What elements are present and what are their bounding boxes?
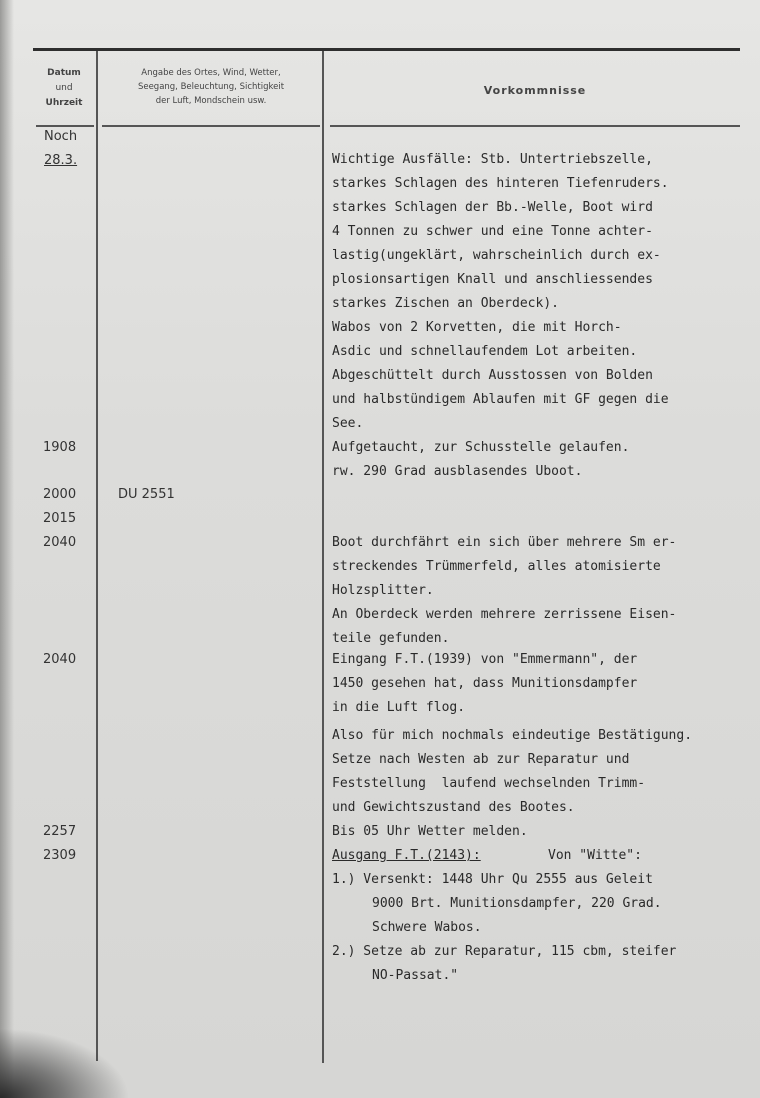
- time-2015: 2015: [43, 511, 77, 526]
- event-line: See.: [332, 416, 364, 431]
- event-line: Bis 05 Uhr Wetter melden.: [332, 824, 528, 839]
- column-divider-2: [322, 51, 324, 1063]
- time-2040-b: 2040: [43, 652, 77, 667]
- event-line: Boot durchfährt ein sich über mehrere Sm er-: [332, 535, 677, 550]
- event-line: Holzsplitter.: [332, 583, 434, 598]
- event-line: Also für mich nochmals eindeutige Bestätigung.: [332, 728, 693, 743]
- event-line-from: Von "Witte":: [548, 848, 642, 863]
- event-line: Abgeschüttelt durch Ausstossen von Bolden: [332, 368, 653, 383]
- event-line-outgoing: Ausgang F.T.(2143):: [332, 848, 481, 863]
- place-du-2551: DU 2551: [118, 487, 175, 502]
- event-line: Wabos von 2 Korvetten, die mit Horch-: [332, 320, 622, 335]
- event-line: 1450 gesehen hat, dass Munitionsdampfer: [332, 676, 638, 691]
- header-date-column: [36, 66, 92, 111]
- event-line: plosionsartigen Knall und anschliessendes: [332, 272, 653, 287]
- event-line: An Oberdeck werden mehrere zerrissene Eisen-: [332, 607, 677, 622]
- header-time-label: Uhrzeit: [45, 98, 83, 108]
- event-line: teile gefunden.: [332, 631, 450, 646]
- event-line: Aufgetaucht, zur Schusstelle gelaufen.: [332, 440, 630, 455]
- date-value: 28.3.: [44, 153, 78, 168]
- event-line: starkes Schlagen der Bb.-Welle, Boot wird: [332, 200, 653, 215]
- header-date-label: Datum: [47, 68, 81, 78]
- date-noch: Noch: [44, 129, 78, 144]
- time-2000: 2000: [43, 487, 77, 502]
- header-place-column: [104, 66, 318, 108]
- event-line: Asdic und schnellaufendem Lot arbeiten.: [332, 344, 638, 359]
- event-line: 1.) Versenkt: 1448 Uhr Qu 2555 aus Geleit: [332, 872, 653, 887]
- event-line: Wichtige Ausfälle: Stb. Untertriebszelle,: [332, 152, 653, 167]
- header-rule-date: [36, 125, 94, 127]
- event-line: NO-Passat.": [372, 968, 459, 983]
- time-2257: 2257: [43, 824, 77, 839]
- event-line: und Gewichtszustand des Bootes.: [332, 800, 575, 815]
- event-line: und halbstündigem Ablaufen mit GF gegen die: [332, 392, 669, 407]
- table-top-rule: [33, 48, 740, 51]
- time-2040-a: 2040: [43, 535, 77, 550]
- event-line: 9000 Brt. Munitionsdampfer, 220 Grad.: [372, 896, 662, 911]
- time-1908: 1908: [43, 440, 77, 455]
- event-line: streckendes Trümmerfeld, alles atomisierte: [332, 559, 661, 574]
- event-line: 4 Tonnen zu schwer und eine Tonne achter-: [332, 224, 653, 239]
- header-events-column: Vorkommnisse: [483, 84, 587, 97]
- event-line: Feststellung laufend wechselnden Trimm-: [332, 776, 646, 791]
- header-rule-events: [330, 125, 740, 127]
- column-divider-1: [96, 51, 98, 1061]
- header-place-line1: Angabe des Ortes, Wind, Wetter,: [141, 68, 281, 78]
- event-line: starkes Schlagen des hinteren Tiefenruders.: [332, 176, 669, 191]
- event-line: starkes Zischen an Oberdeck).: [332, 296, 559, 311]
- event-line: Setze nach Westen ab zur Reparatur und: [332, 752, 630, 767]
- event-line: 2.) Setze ab zur Reparatur, 115 cbm, steifer: [332, 944, 677, 959]
- header-date-and: und: [55, 83, 73, 93]
- header-place-line3: der Luft, Mondschein usw.: [155, 96, 267, 106]
- event-line: lastig(ungeklärt, wahrscheinlich durch ex-: [332, 248, 661, 263]
- event-line: in die Luft flog.: [332, 700, 466, 715]
- header-place-line2: Seegang, Beleuchtung, Sichtigkeit: [137, 82, 285, 92]
- event-line: rw. 290 Grad ausblasendes Uboot.: [332, 464, 583, 479]
- header-rule-place: [102, 125, 320, 127]
- corner-shadow: [0, 1028, 130, 1098]
- event-line: Eingang F.T.(1939) von "Emmermann", der: [332, 652, 638, 667]
- page-edge-shadow: [0, 0, 14, 1098]
- time-2309: 2309: [43, 848, 77, 863]
- event-line: Schwere Wabos.: [372, 920, 482, 935]
